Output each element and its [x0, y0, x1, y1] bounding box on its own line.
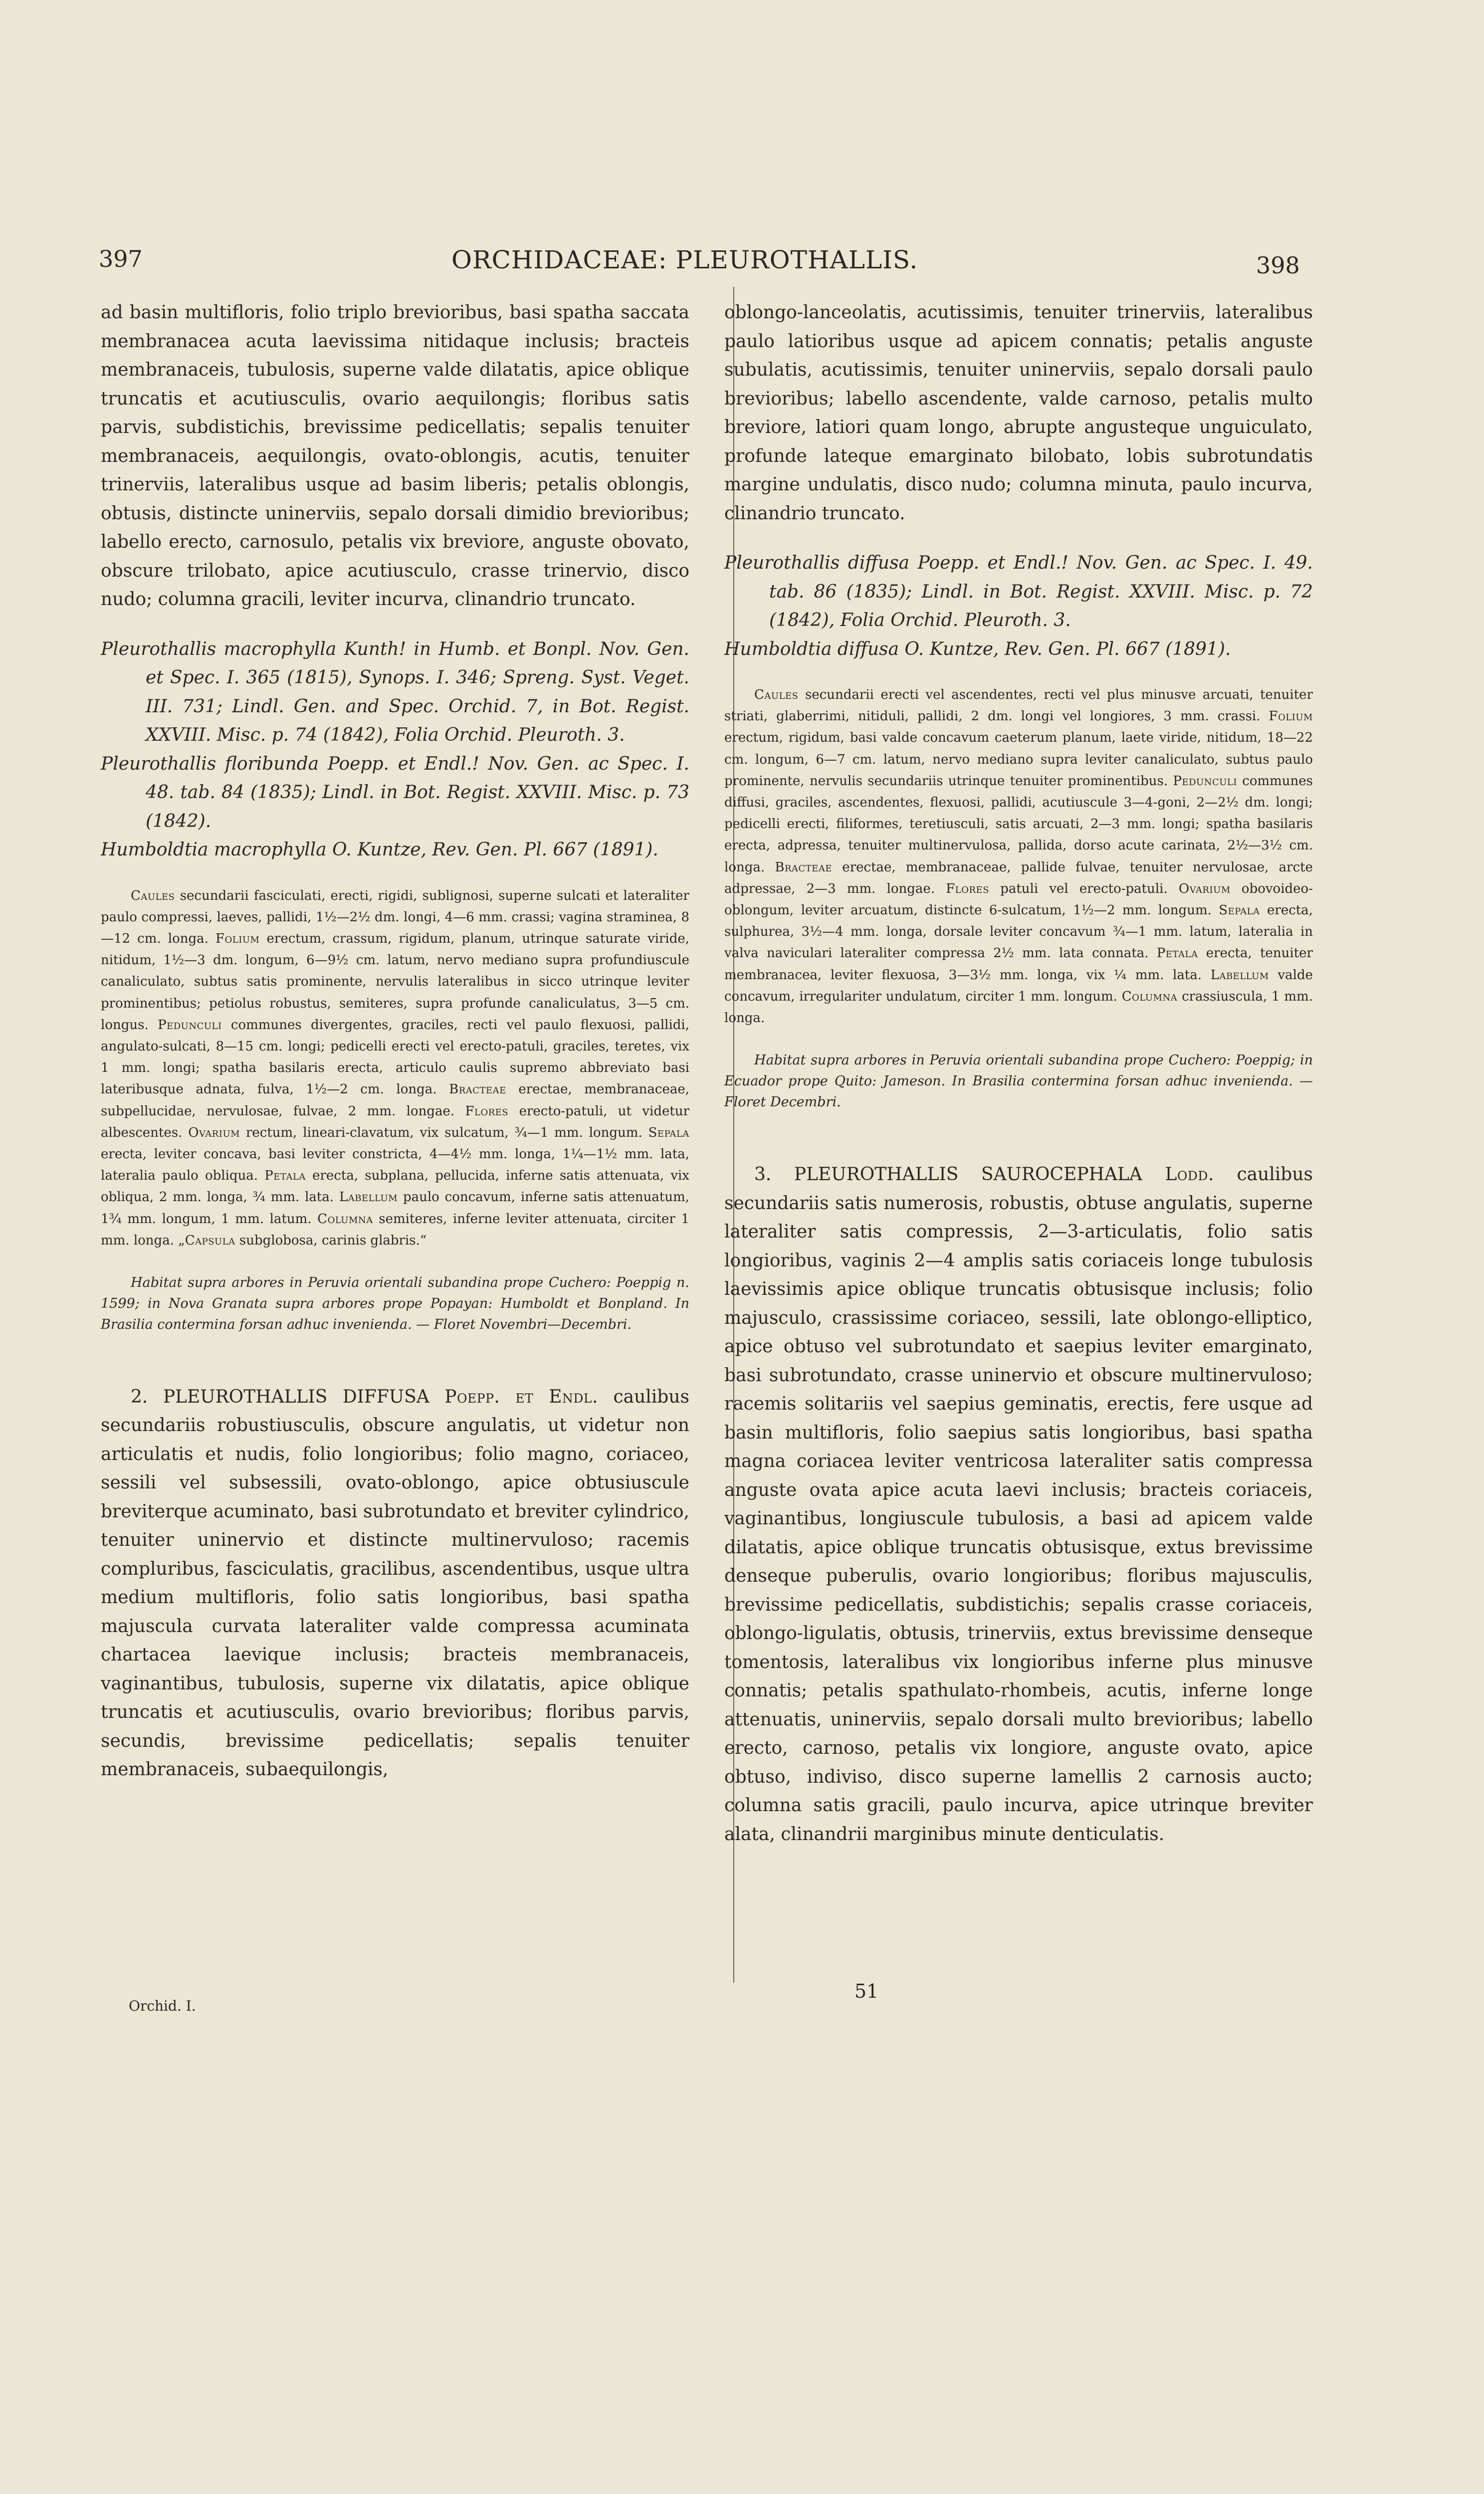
sheet-number: 51: [854, 1980, 879, 2002]
right-column: [724, 298, 1313, 1849]
synonym-entry: Pleurothallis floribunda Poepp. et Endl.! Nov. Gen. ac Spec. I. 48. tab. 84 (1835); Lindl. in Bot. Regist. XXVIII. Misc. p. 73 (1842).: [101, 753, 689, 831]
left-page-number: 397: [99, 245, 143, 272]
species2-author: Poepp. et Endl.: [444, 1386, 598, 1407]
species2-habitat: Habitat supra arbores in Peruvia orientali subandina prope Cuchero: Poeppig; in Ecuador prope Quito: Jameson. In Brasilia contermina forsan adhuc invenienda. — Floret Decembri.: [724, 1052, 1313, 1110]
species3-entry: [724, 1160, 1313, 1849]
species1-synonyms: [101, 635, 689, 864]
synonym-entry: Humboldtia macrophylla O. Kuntze, Rev. Gen. Pl. 667 (1891).: [101, 839, 658, 860]
left-column: [101, 298, 689, 1784]
species2-description-continued: oblongo-lanceolatis, acutissimis, tenuiter trinerviis, lateralibus paulo latioribus usque ad apicem connatis; petalis anguste subulatis, acutissimis, tenuiter uninerviis, sepalo dorsali paulo brevioribus; labello ascendente, valde carnoso, petalis multo breviore, latiori quam longo, abrupte angusteque unguiculato, profunde lateque emarginato bilobato, lobis subrotundatis margine undulatis, disco nudo; columna minuta, paulo incurva, clinandrio truncato.: [724, 302, 1313, 524]
species2-heading: 2. PLEUROTHALLIS DIFFUSA: [131, 1386, 429, 1407]
species1-habitat: Habitat supra arbores in Peruvia orientali subandina prope Cuchero: Poeppig n. 1599; in Nova Granata supra arbores prope Popayan: Humboldt et Bonpland. In Brasilia contermina forsan adhuc invenienda. — Floret Novembri—Decembri.: [101, 1274, 689, 1332]
species1-detailed-description: Caules secundarii fasciculati, erecti, rigidi, sublignosi, superne sulcati et lateraliter paulo compressi, laeves, pallidi, 1½—2½ dm. longi, 4—6 mm. crassi; vagina straminea, 8—12 cm. longa. Folium erectum, crassum, rigidum, planum, utrinque saturate viride, nitidum, 1½—3 dm. longum, 6—9½ cm. latum, nervo mediano supra profundiuscule canaliculato, subtus satis prominente, nervulis lateralibus in sicco utrinque leviter prominentibus; petiolus robustus, semiteres, supra profunde canaliculatus, 3—5 cm. longus. Pedunculi communes divergentes, graciles, recti vel paulo flexuosi, pallidi, angulato-sulcati, 8—15 cm. longi; pedicelli erecti vel erecto-patuli, graciles, teretes, vix 1 mm. longi; spatha basilaris erecta, articulo caulis supremo abbreviato basi lateribusque adnata, fulva, 1½—2 cm. longa. Bracteae erectae, membranaceae, subpellucidae, nervulosae, fulvae, 2 mm. longae. Flores erecto-patuli, ut videtur albescentes. Ovarium rectum, lineari-clavatum, vix sulcatum, ¾—1 mm. longum. Sepala erecta, leviter concava, basi leviter constricta, 4—4½ mm. longa, 1¼—1½ mm. lata, lateralia paulo obliqua. Petala erecta, subplana, pellucida, inferne satis attenuata, vix obliqua, 2 mm. longa, ¾ mm. lata. Labellum paulo concavum, inferne satis attenuatum, 1¾ mm. longum, 1 mm. latum. Columna semiteres, inferne leviter attenuata, circiter 1 mm. longa. „Capsula subglobosa, carinis glabris.“: [101, 888, 690, 1248]
running-title: ORCHIDACEAE: PLEUROTHALLIS.: [451, 245, 918, 274]
right-page-number: 398: [1256, 252, 1300, 279]
species2-entry: [101, 1383, 689, 1784]
species1-description-latin: ad basin multifloris, folio triplo brevioribus, basi spatha saccata membranacea acuta laevissima nitidaque inclusis; bracteis membranaceis, tubulosis, superne valde dilatatis, apice oblique truncatis et acutiusculis, ovario aequilongis; floribus satis parvis, subdistichis, brevissime pedicellatis; sepalis tenuiter membranaceis, aequilongis, ovato-oblongis, acutis, tenuiter trinerviis, lateralibus usque ad basim liberis; petalis oblongis, obtusis, distincte uninerviis, sepalo dorsali dimidio brevioribus; labello erecto, carnosulo, petalis vix breviore, anguste obovato, obscure trilobato, apice acutiusculo, crasse trinervio, disco nudo; columna gracili, leviter incurva, clinandrio truncato.: [101, 302, 689, 610]
signature-mark: Orchid. I.: [129, 1998, 196, 2014]
species2-description: caulibus secundariis robustiusculis, obscure angulatis, ut videtur non articulatis et nudis, folio longioribus; folio magno, coriaceo, sessili vel subsessili, ovato-oblongo, apice obtusiuscule breviterque acuminato, basi subrotundato et breviter cylindrico, tenuiter uninervio et distincte multinervuloso; racemis compluribus, fasciculatis, gracilibus, ascendentibus, usque ultra medium multifloris, folio satis longioribus, basi spatha majuscula curvata lateraliter valde compressa acuminata chartacea laevique inclusis; bracteis membranaceis, vaginantibus, tubulosis, superne vix dilatatis, apice oblique truncatis et acutiusculis, ovario brevioribus; floribus parvis, secundis, brevissime pedicellatis; sepalis tenuiter membranaceis, subaequilongis,: [101, 1386, 689, 1780]
synonym-entry: Humboldtia diffusa O. Kuntze, Rev. Gen. Pl. 667 (1891).: [724, 638, 1231, 659]
species2-synonyms: [724, 549, 1313, 663]
species3-author: Lodd.: [1165, 1164, 1214, 1185]
synonym-entry: Pleurothallis macrophylla Kunth! in Humb. et Bonpl. Nov. Gen. et Spec. I. 365 (1815), Synops. I. 346; Spreng. Syst. Veget. III. 731; Lindl. Gen. and Spec. Orchid. 7, in Bot. Regist. XXVIII. Misc. p. 74 (1842), Folia Orchid. Pleuroth. 3.: [101, 638, 689, 745]
species3-heading: 3. PLEUROTHALLIS SAUROCEPHALA: [754, 1164, 1142, 1185]
synonym-entry: Pleurothallis diffusa Poepp. et Endl.! Nov. Gen. ac Spec. I. 49. tab. 86 (1835); Lindl. in Bot. Regist. XXVIII. Misc. p. 72 (1842), Folia Orchid. Pleuroth. 3.: [724, 553, 1313, 630]
species3-description: caulibus secundariis satis numerosis, robustis, obtuse angulatis, superne lateraliter satis compressis, 2—3-articulatis, folio satis longioribus, vaginis 2—4 amplis satis coriaceis longe tubulosis laevissimis apice oblique truncatis obtusisque inclusis; folio majusculo, crassissime coriaceo, sessili, late oblongo-elliptico, apice obtuso vel subrotundato et saepius leviter emarginato, basi subrotundato, crasse uninervio et obscure multinervuloso; racemis solitariis vel saepius geminatis, erectis, fere usque ad basin multifloris, folio saepius satis longioribus, basi spatha magna coriacea leviter ventricosa lateraliter satis compressa anguste ovata apice acuta laevi inclusis; bracteis coriaceis, vaginantibus, longiuscule tubulosis, a basi ad apicem valde dilatatis, apice oblique truncatis obtusisque, extus brevissime denseque puberulis, ovario longioribus; floribus majusculis, brevissime pedicellatis, subdistichis; sepalis crasse coriaceis, oblongo-ligulatis, obtusis, trinerviis, extus brevissime denseque tomentosis, lateralibus vix longioribus inferne plus minusve connatis; petalis spathulato-rhombeis, acutis, inferne longe attenuatis, uninerviis, sepalo dorsali multo brevioribus; labello erecto, carnoso, petalis vix longiore, anguste ovato, apice obtuso, indiviso, disco superne lamellis 2 carnosis aucto; columna satis gracili, paulo incurva, apice utrinque breviter alata, clinandrii marginibus minute denticulatis.: [724, 1164, 1313, 1845]
species2-detailed-description: Caules secundarii erecti vel ascendentes, recti vel plus minusve arcuati, tenuiter striati, glaberrimi, nitiduli, pallidi, 2 dm. longi vel longiores, 3 mm. crassi. Folium erectum, rigidum, basi valde concavum caeterum planum, laete viride, nitidum, 18—22 cm. longum, 6—7 cm. latum, nervo mediano supra leviter canaliculato, subtus paulo prominente, nervulis secundariis utrinque tenuiter prominentibus. Pedunculi communes diffusi, graciles, ascendentes, flexuosi, pallidi, acutiuscule 3—4-goni, 2—2½ dm. longi; pedicelli erecti, filiformes, teretiusculi, satis arcuati, 2—3 mm. longi; spatha basilaris erecta, adpressa, tenuiter multinervulosa, pallida, dorso acute carinata, 2½—3½ cm. longa. Bracteae erectae, membranaceae, pallide fulvae, tenuiter nervulosae, arcte adpressae, 2—3 mm. longae. Flores patuli vel erecto-patuli. Ovarium obovoideo-oblongum, leviter arcuatum, distincte 6-sulcatum, 1½—2 mm. longum. Sepala erecta, sulphurea, 3½—4 mm. longa, dorsale leviter concavum ¾—1 mm. latum, lateralia in valva naviculari lateraliter compressa 2½ mm. lata connata. Petala erecta, tenuiter membranacea, leviter flexuosa, 3—3½ mm. longa, vix ¼ mm. lata. Labellum valde concavum, irregulariter undulatum, circiter 1 mm. longum. Columna crassiuscula, 1 mm. longa.: [724, 687, 1313, 1026]
